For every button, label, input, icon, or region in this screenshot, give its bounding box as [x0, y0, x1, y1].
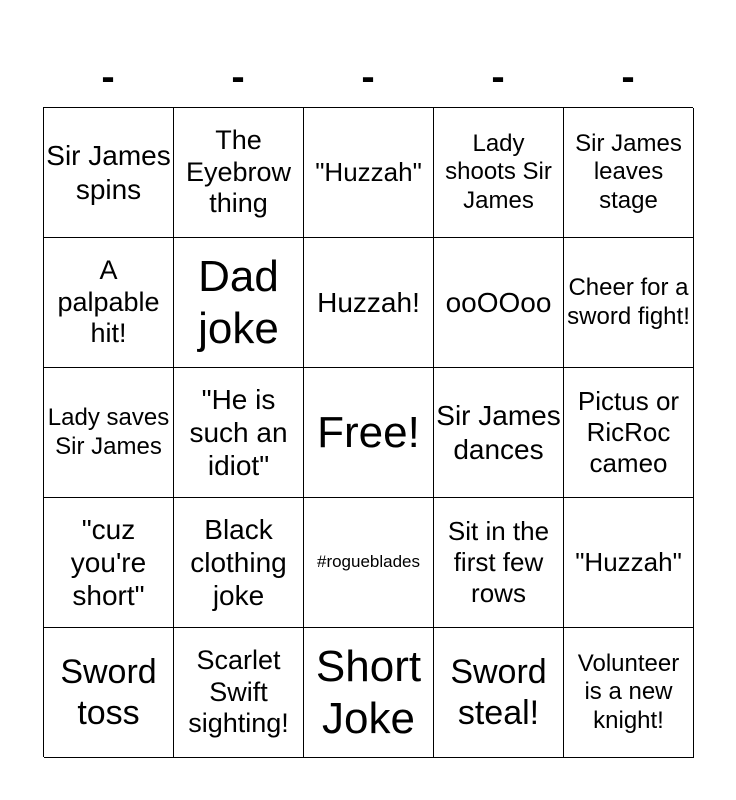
- bingo-cell[interactable]: "Huzzah": [564, 498, 694, 628]
- bingo-cell[interactable]: Sir James spins: [44, 108, 174, 238]
- bingo-cell[interactable]: Sword steal!: [434, 628, 564, 758]
- free-cell[interactable]: Free!: [304, 368, 434, 498]
- bingo-cell[interactable]: Pictus or RicRoc cameo: [564, 368, 694, 498]
- header-letter-1: -: [101, 55, 115, 99]
- bingo-cell[interactable]: A palpable hit!: [44, 238, 174, 368]
- bingo-cell[interactable]: #rogueblades: [304, 498, 434, 628]
- bingo-cell[interactable]: Black clothing joke: [174, 498, 304, 628]
- bingo-cell[interactable]: Cheer for a sword fight!: [564, 238, 694, 368]
- header-letter-2: -: [231, 55, 245, 99]
- bingo-cell[interactable]: ooOOoo: [434, 238, 564, 368]
- bingo-cell[interactable]: Lady shoots Sir James: [434, 108, 564, 238]
- header-letter-4: -: [491, 55, 505, 99]
- bingo-cell[interactable]: "Huzzah": [304, 108, 434, 238]
- bingo-cell[interactable]: "cuz you're short": [44, 498, 174, 628]
- header-letter-3: -: [361, 55, 375, 99]
- bingo-cell[interactable]: Sit in the first few rows: [434, 498, 564, 628]
- bingo-cell[interactable]: Sword toss: [44, 628, 174, 758]
- bingo-cell[interactable]: Huzzah!: [304, 238, 434, 368]
- bingo-cell[interactable]: Sir James leaves stage: [564, 108, 694, 238]
- bingo-cell[interactable]: Lady saves Sir James: [44, 368, 174, 498]
- bingo-cell[interactable]: Sir James dances: [434, 368, 564, 498]
- bingo-header: [43, 52, 693, 102]
- header-letter-5: -: [621, 55, 635, 99]
- bingo-cell[interactable]: "He is such an idiot": [174, 368, 304, 498]
- bingo-card: [43, 107, 693, 757]
- bingo-cell[interactable]: The Eyebrow thing: [174, 108, 304, 238]
- bingo-cell[interactable]: Dad joke: [174, 238, 304, 368]
- bingo-cell[interactable]: Scarlet Swift sighting!: [174, 628, 304, 758]
- bingo-cell[interactable]: Volunteer is a new knight!: [564, 628, 694, 758]
- bingo-cell[interactable]: Short Joke: [304, 628, 434, 758]
